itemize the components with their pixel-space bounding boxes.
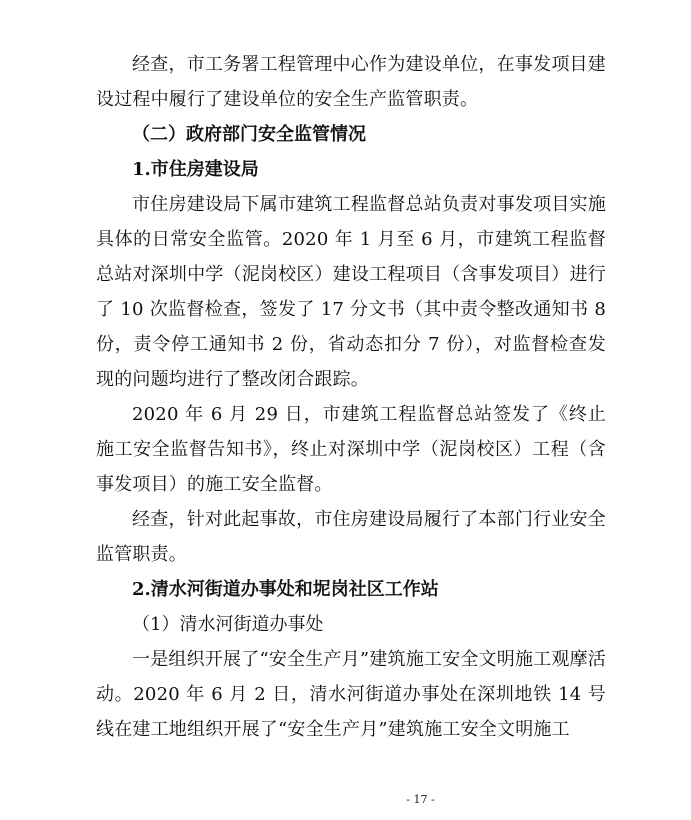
document-body <box>96 47 606 747</box>
page-number: - 17 - <box>406 793 435 806</box>
paragraph-construction-unit-finding: 经查，市工务署工程管理中心作为建设单位，在事发项目建设过程中履行了建设单位的安全生产监管职责。 <box>96 54 606 110</box>
paragraph-termination-notice: 2020 年 6 月 29 日，市建筑工程监督总站签发了《终止施工安全监督告知书》，终止对深圳中学（泥岗校区）工程（含事发项目）的施工安全监督。 <box>96 404 606 495</box>
paragraph-housing-bureau-finding: 经查，针对此起事故，市住房建设局履行了本部门行业安全监管职责。 <box>96 509 606 565</box>
section-heading-qingshuihe-subdistrict: 2.清水河街道办事处和坭岗社区工作站 <box>132 579 439 600</box>
paragraph-housing-bureau-supervision: 市住房建设局下属市建筑工程监督总站负责对事发项目实施具体的日常安全监管。2020 年 1 月至 6 月，市建筑工程监督总站对深圳中学（泥岗校区）建设工程项目（含事发项目）进行了 10 次监督检查，签发了 17 分文书（其中责令整改通知书 8 份，责令停工通知书 2 份，省动态扣分 7 份），对监督检查发现的问题均进行了整改闭合跟踪。 <box>96 194 606 390</box>
subsection-heading-qingshuihe-office: （1）清水河街道办事处 <box>132 614 324 635</box>
section-heading-housing-bureau: 1.市住房建设局 <box>132 159 259 180</box>
paragraph-safety-month-activity: 一是组织开展了“安全生产月”建筑施工安全文明施工观摩活动。2020 年 6 月 2 日，清水河街道办事处在深圳地铁 14 号线在建工地组织开展了“安全生产月”建筑施工安全文明施工 <box>96 649 606 740</box>
section-heading-government-supervision: （二）政府部门安全监管情况 <box>132 124 366 145</box>
